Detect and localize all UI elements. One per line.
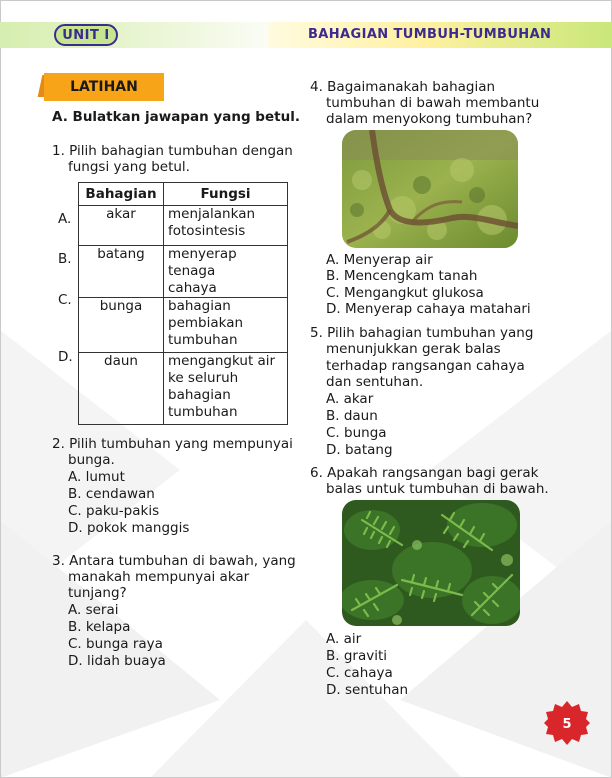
table-row [79,353,288,425]
table-cell-function: mengangkut air ke seluruh bahagian tumbuhan [164,353,288,425]
q4-option-d[interactable]: D. Menyerap cahaya matahari [326,301,531,317]
q3-stem-line1: 3. Antara tumbuhan di bawah, yang [52,553,296,569]
q3-stem-line2: manakah mempunyai akar [68,569,250,585]
q2-option-b[interactable]: B. cendawan [68,486,155,502]
page-number: 5 [562,717,572,732]
q6-option-b[interactable]: B. graviti [326,648,388,664]
q3-option-c[interactable]: C. bunga raya [68,636,163,652]
page-number-badge [544,700,590,746]
table-row [79,298,288,353]
q4-stem-line2: tumbuhan di bawah membantu [326,95,540,111]
q2-option-d[interactable]: D. pokok manggis [68,520,190,536]
table-row [79,246,288,298]
q4-stem-line3: dalam menyokong tumbuhan? [326,111,533,127]
table-cell-part: bunga [79,298,164,353]
table-cell-function: menjalankan fotosintesis [164,206,288,246]
q1-option-label-d[interactable]: D. [58,349,73,365]
q5-stem-line3: terhadap rangsangan cahaya [326,358,525,374]
q6-option-a[interactable]: A. air [326,631,362,647]
q5-option-c[interactable]: C. bunga [326,425,387,441]
q3-option-a[interactable]: A. serai [68,602,119,618]
q1-option-label-c[interactable]: C. [58,292,72,308]
q6-stem-line2: balas untuk tumbuhan di bawah. [326,481,549,497]
q6-option-d[interactable]: D. sentuhan [326,682,409,698]
q5-stem-line4: dan sentuhan. [326,374,424,390]
table-cell-part: batang [79,246,164,298]
chapter-title: BAHAGIAN TUMBUH-TUMBUHAN [308,27,552,42]
q1-stem-line2: fungsi yang betul. [68,159,190,175]
q1-option-label-b[interactable]: B. [58,251,72,267]
q4-option-c[interactable]: C. Mengangkut glukosa [326,285,484,301]
q5-option-d[interactable]: D. batang [326,442,393,458]
latihan-label: LATIHAN [44,73,164,101]
q2-stem-line2: bunga. [68,452,115,468]
table-cell-part: akar [79,206,164,246]
q6-stem-line1: 6. Apakah rangsangan bagi gerak [310,465,539,481]
q2-option-c[interactable]: C. paku-pakis [68,503,160,519]
q4-option-b[interactable]: B. Mencengkam tanah [326,268,478,284]
section-instruction: A. Bulatkan jawapan yang betul. [52,109,300,125]
q1-stem-line1: 1. Pilih bahagian tumbuhan dengan [52,143,293,159]
header-band-left [0,22,300,48]
mimosa-plant-photo [342,500,520,626]
q5-option-b[interactable]: B. daun [326,408,378,424]
root-photo [342,130,518,248]
q3-option-d[interactable]: D. lidah buaya [68,653,166,669]
unit-badge: UNIT I [54,24,118,46]
table-header-row [79,183,288,206]
table-header-fungsi: Fungsi [164,183,288,206]
q4-stem-line1: 4. Bagaimanakah bahagian [310,79,496,95]
q1-table [78,182,288,425]
table-header-bahagian: Bahagian [79,183,164,206]
q5-stem-line1: 5. Pilih bahagian tumbuhan yang [310,325,534,341]
table-row [79,206,288,246]
table-cell-part: daun [79,353,164,425]
q5-option-a[interactable]: A. akar [326,391,374,407]
q3-option-b[interactable]: B. kelapa [68,619,131,635]
q4-option-a[interactable]: A. Menyerap air [326,252,433,268]
table-cell-function: menyerap tenaga cahaya [164,246,288,298]
table-cell-function: bahagian pembiakan tumbuhan [164,298,288,353]
q1-option-label-a[interactable]: A. [58,211,72,227]
q5-stem-line2: menunjukkan gerak balas [326,341,501,357]
q2-stem-line1: 2. Pilih tumbuhan yang mempunyai [52,436,293,452]
q6-option-c[interactable]: C. cahaya [326,665,393,681]
q2-option-a[interactable]: A. lumut [68,469,125,485]
q3-stem-line3: tunjang? [68,585,127,601]
latihan-badge [40,73,164,101]
